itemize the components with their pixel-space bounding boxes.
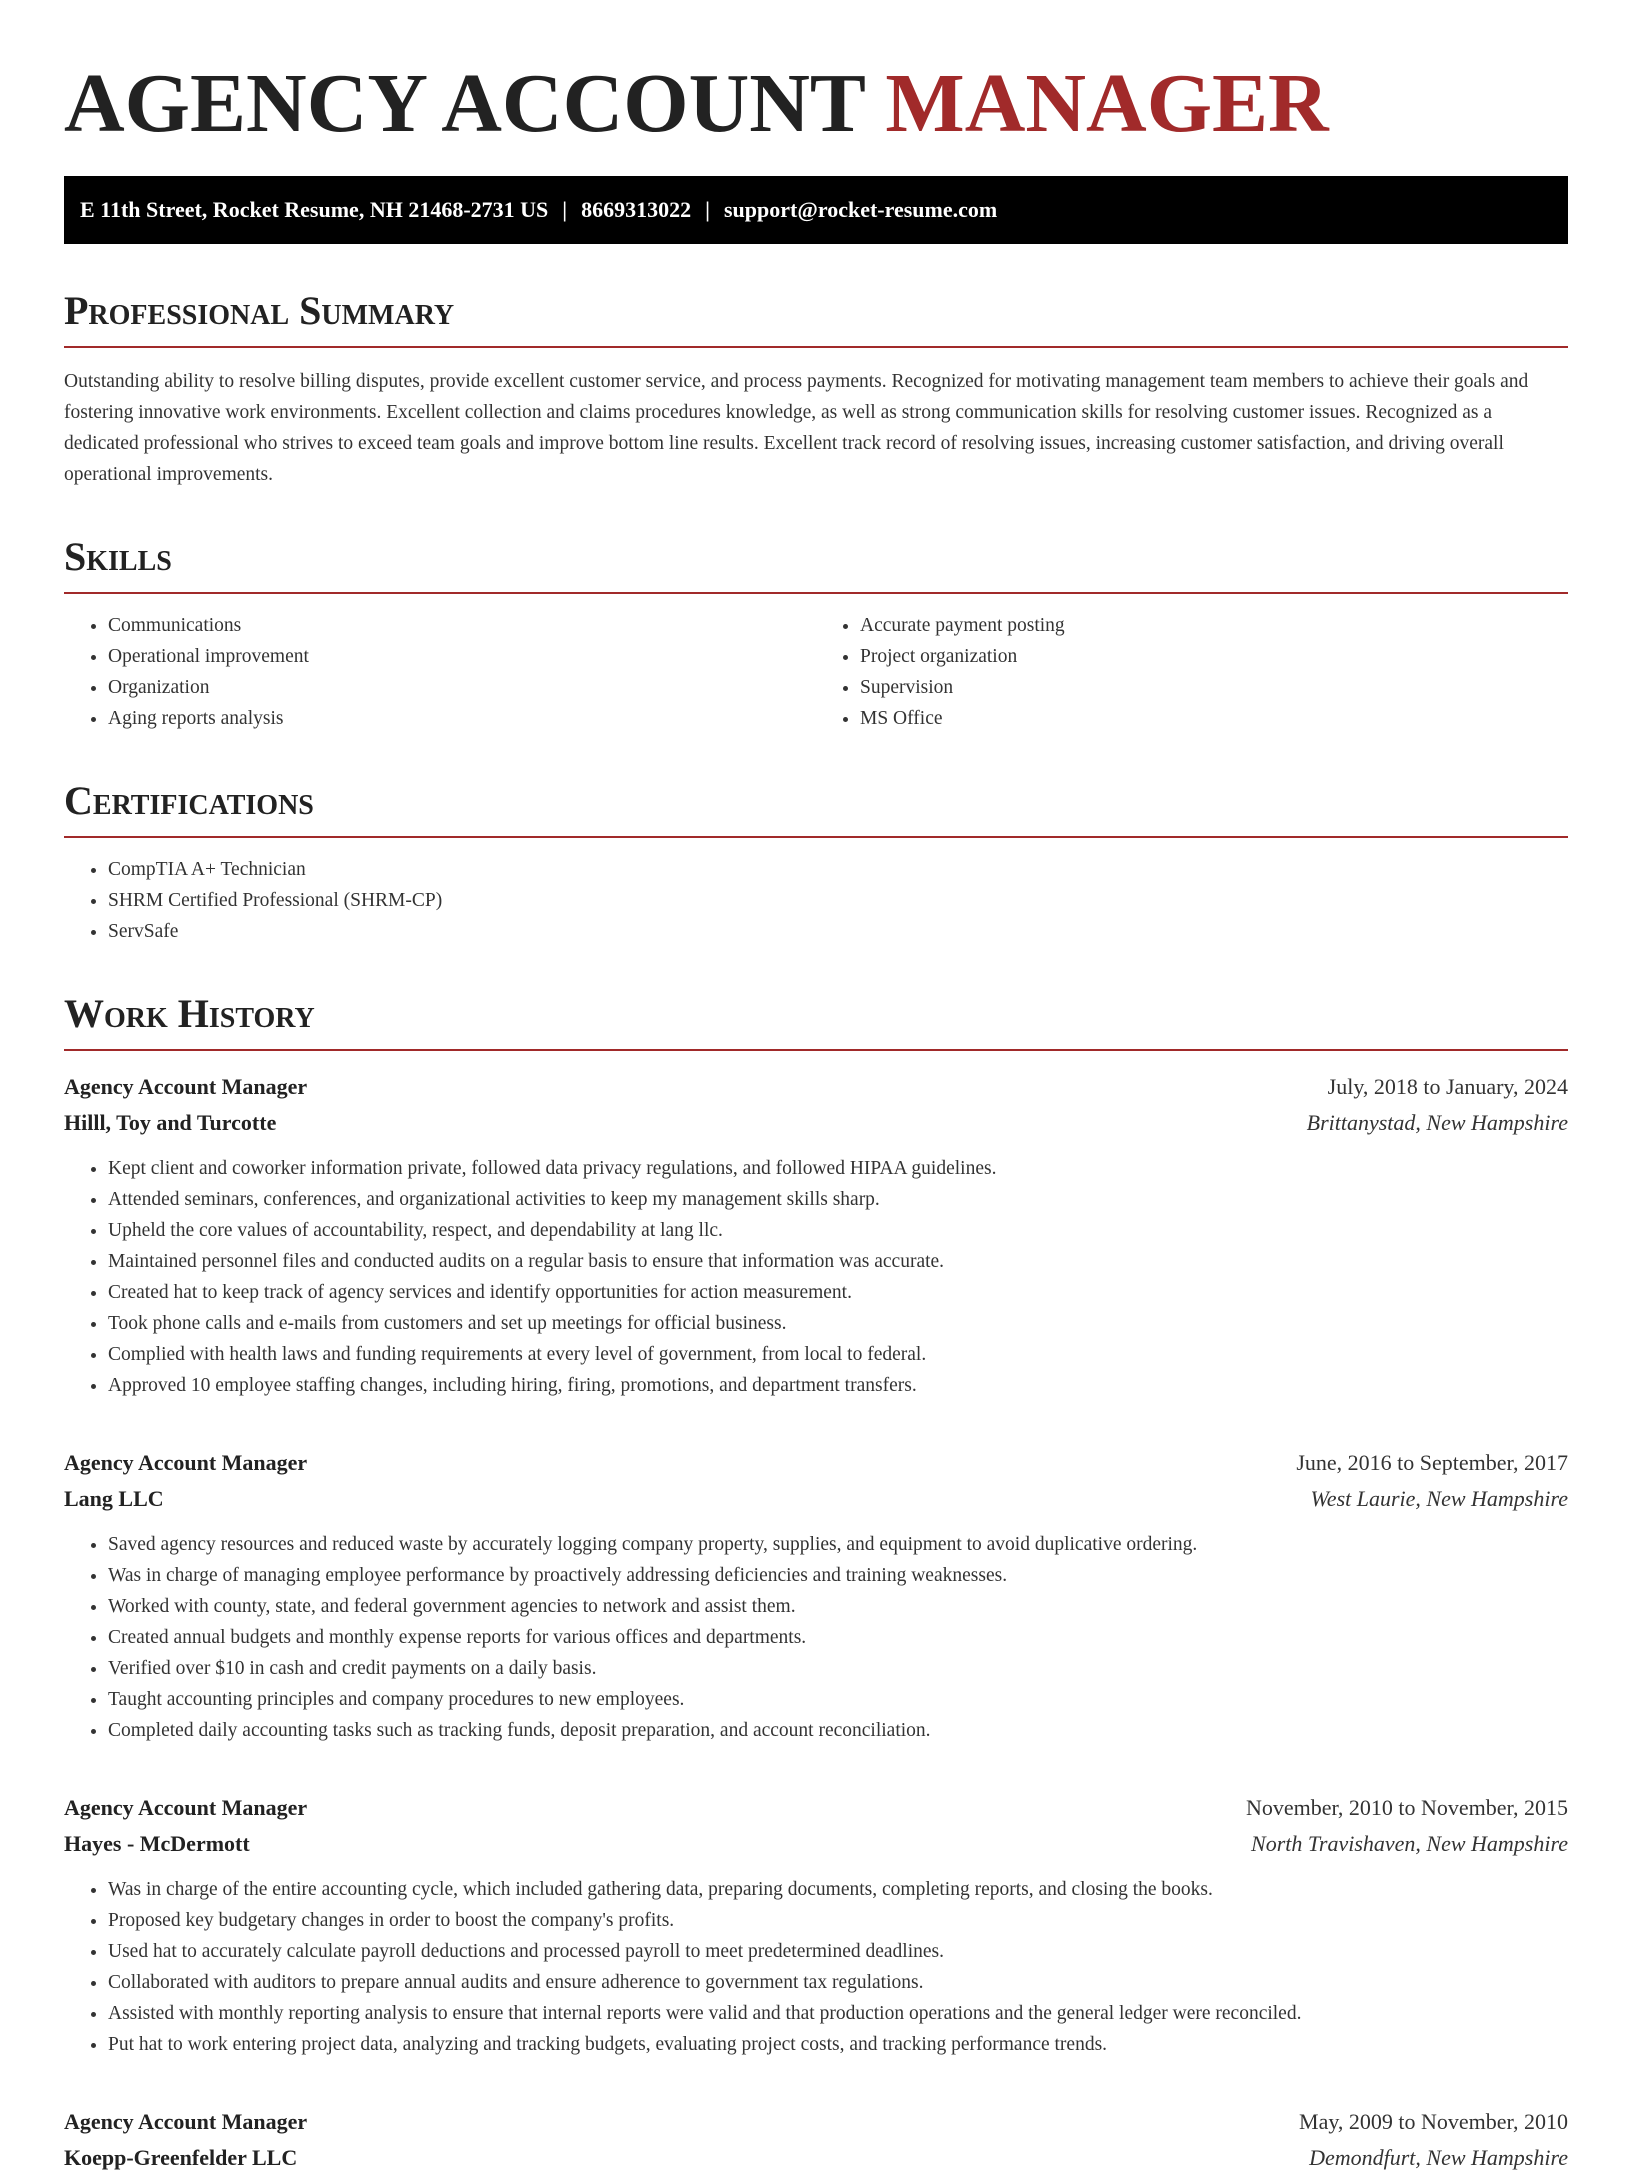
job-bullet: • Put hat to work entering project data, analyzing and tracking budgets, evaluating project costs, and tracking performance trends. (108, 2029, 1568, 2060)
job-company: Koepp-Greenfelder LLC (64, 2145, 298, 2170)
job-entry (64, 1790, 1568, 2060)
job-location: Demondfurt, New Hampshire (1309, 2145, 1568, 2170)
skill-item: • Communications (108, 610, 816, 641)
job-dates: June, 2016 to September, 2017 (1296, 1450, 1568, 1475)
certifications-list (64, 854, 1568, 947)
job-header-row (64, 1069, 1568, 1105)
contact-email: support@rocket-resume.com (724, 197, 998, 222)
resume-name (64, 56, 1568, 152)
job-company: Lang LLC (64, 1486, 164, 1511)
job-title: Agency Account Manager (64, 1795, 308, 1820)
certification-item: • ServSafe (108, 916, 1568, 947)
job-bullet: • Proposed key budgetary changes in order to boost the company's profits. (108, 1905, 1568, 1936)
job-bullet: • Approved 10 employee staffing changes, including hiring, firing, promotions, and department transfers. (108, 1370, 1568, 1401)
job-title: Agency Account Manager (64, 2109, 308, 2134)
skills-grid (64, 594, 1568, 734)
job-bullet: • Kept client and coworker information private, followed data privacy regulations, and followed HIPAA guidelines. (108, 1153, 1568, 1184)
summary-section (64, 288, 1568, 490)
section-title-work-history: Work History (64, 991, 1568, 1051)
contact-separator: | (705, 197, 710, 222)
job-title: Agency Account Manager (64, 1074, 308, 1099)
skill-item: • MS Office (860, 703, 1568, 734)
job-bullet: • Was in charge of managing employee performance by proactively addressing deficiencies and training weaknesses. (108, 1560, 1568, 1591)
job-bullet: • Used hat to accurately calculate payroll deductions and processed payroll to meet predetermined deadlines. (108, 1936, 1568, 1967)
skill-item: • Aging reports analysis (108, 703, 816, 734)
job-bullet: • Was in charge of the entire accounting cycle, which included gathering data, preparing documents, completing reports, and closing the books. (108, 1874, 1568, 1905)
job-company-row (64, 1105, 1568, 1141)
job-company-row (64, 1826, 1568, 1862)
job-bullet: • Maintained personnel files and conducted audits on a regular basis to ensure that information was accurate. (108, 1246, 1568, 1277)
job-entry (64, 2104, 1568, 2176)
job-bullet: • Worked with county, state, and federal government agencies to network and assist them. (108, 1591, 1568, 1622)
skills-section (64, 534, 1568, 734)
job-company-row (64, 2140, 1568, 2176)
job-dates: November, 2010 to November, 2015 (1245, 1795, 1568, 1820)
skills-list-right (816, 610, 1568, 734)
section-title-skills: Skills (64, 534, 1568, 594)
job-bullets (64, 1874, 1568, 2060)
job-bullet: • Completed daily accounting tasks such as tracking funds, deposit preparation, and account reconciliation. (108, 1715, 1568, 1746)
job-location: North Travishaven, New Hampshire (1251, 1831, 1568, 1856)
job-bullet: • Attended seminars, conferences, and organizational activities to keep my management skills sharp. (108, 1184, 1568, 1215)
job-header-row (64, 2104, 1568, 2140)
certification-item: • CompTIA A+ Technician (108, 854, 1568, 885)
job-bullet: • Created annual budgets and monthly expense reports for various offices and departments. (108, 1622, 1568, 1653)
job-location: Brittanystad, New Hampshire (1306, 1110, 1568, 1135)
summary-text: Outstanding ability to resolve billing disputes, provide excellent customer service, and process payments. Recognized for motivating management team members to achieve their goals and fostering innovative work environments. Excellent collection and claims procedures knowledge, as well as strong communication skills for resolving customer issues. Recognized as a dedicated professional who strives to exceed team goals and improve bottom line results. Excellent track record of resolving issues, increasing customer satisfaction, and driving overall operational improvements. (64, 371, 1529, 485)
job-location: West Laurie, New Hampshire (1310, 1486, 1568, 1511)
contact-address: E 11th Street, Rocket Resume, NH 21468-2731 US (80, 197, 549, 222)
contact-phone: 8669313022 (581, 197, 692, 222)
job-company-row (64, 1481, 1568, 1517)
name-last: MANAGER (885, 57, 1329, 150)
skill-item: • Operational improvement (108, 641, 816, 672)
job-header-row (64, 1445, 1568, 1481)
contact-bar (64, 176, 1568, 244)
contact-separator: | (562, 197, 568, 222)
job-bullets (64, 1529, 1568, 1746)
job-company: Hayes - McDermott (64, 1831, 250, 1856)
job-bullet: • Took phone calls and e-mails from customers and set up meetings for official business. (108, 1308, 1568, 1339)
job-company: Hilll, Toy and Turcotte (64, 1110, 277, 1135)
skill-item: • Supervision (860, 672, 1568, 703)
job-title: Agency Account Manager (64, 1450, 308, 1475)
job-entry (64, 1069, 1568, 1401)
section-title-summary: Professional Summary (64, 288, 1568, 348)
job-dates: July, 2018 to January, 2024 (1327, 1074, 1568, 1099)
job-bullet: • Collaborated with auditors to prepare annual audits and ensure adherence to government tax regulations. (108, 1967, 1568, 1998)
job-bullet: • Assisted with monthly reporting analysis to ensure that internal reports were valid and that production operations and the general ledger were reconciled. (108, 1998, 1568, 2029)
certification-item: • SHRM Certified Professional (SHRM-CP) (108, 885, 1568, 916)
job-bullet: • Complied with health laws and funding requirements at every level of government, from local to federal. (108, 1339, 1568, 1370)
section-title-certifications: Certifications (64, 778, 1568, 838)
job-header-row (64, 1790, 1568, 1826)
certifications-section (64, 778, 1568, 947)
job-bullet: • Upheld the core values of accountability, respect, and dependability at lang llc. (108, 1215, 1568, 1246)
name-first: AGENCY ACCOUNT (64, 57, 865, 150)
skill-item: • Organization (108, 672, 816, 703)
skill-item: • Accurate payment posting (860, 610, 1568, 641)
job-bullets (64, 1153, 1568, 1401)
work-history-section (64, 991, 1568, 2176)
job-bullet: • Created hat to keep track of agency services and identify opportunities for action measurement. (108, 1277, 1568, 1308)
skills-list-left (64, 610, 816, 734)
job-dates: May, 2009 to November, 2010 (1299, 2109, 1568, 2134)
job-bullet: • Saved agency resources and reduced waste by accurately logging company property, supplies, and equipment to avoid duplicative ordering. (108, 1529, 1568, 1560)
job-entry (64, 1445, 1568, 1746)
skill-item: • Project organization (860, 641, 1568, 672)
job-bullet: • Verified over $10 in cash and credit payments on a daily basis. (108, 1653, 1568, 1684)
job-bullet: • Taught accounting principles and company procedures to new employees. (108, 1684, 1568, 1715)
